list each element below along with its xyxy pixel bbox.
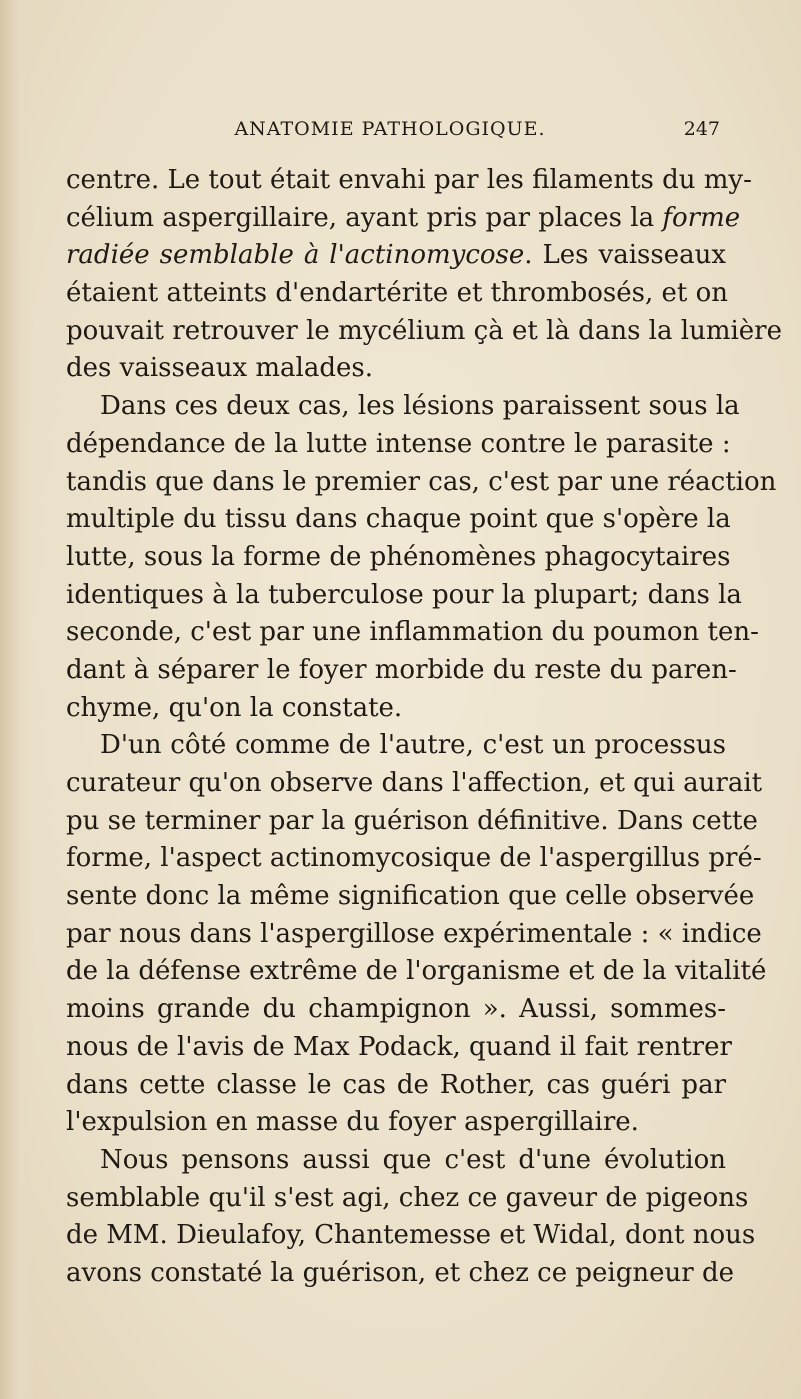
text-line — [66, 237, 726, 275]
body-text — [66, 162, 782, 1293]
text-segment: seconde, c'est par une inflammation du poumon ten- — [66, 617, 759, 648]
text-line — [66, 350, 726, 388]
text-line — [66, 614, 759, 652]
text-line — [66, 840, 762, 878]
binding-shadow — [0, 0, 34, 1399]
text-line — [66, 464, 777, 502]
text-segment: lutte, sous la forme de phénomènes phagocytaires — [66, 541, 731, 572]
text-line — [66, 388, 740, 426]
italic-segment: radiée semblable à l'actinomycose — [66, 240, 525, 271]
running-title: ANATOMIE PATHOLOGIQUE. — [234, 118, 546, 140]
text-segment: par nous dans l'aspergillose expérimentale : « indice — [66, 918, 762, 949]
text-line — [66, 991, 726, 1029]
page-number: 247 — [683, 118, 720, 140]
text-segment: célium aspergillaire, ayant pris par places la — [66, 202, 663, 233]
text-line — [66, 1217, 756, 1255]
text-line — [66, 690, 726, 728]
text-segment: D'un côté comme de l'autre, c'est un processus — [100, 730, 726, 761]
text-line — [66, 1180, 749, 1218]
text-segment: nous de l'avis de Max Podack, quand il fait rentrer — [66, 1031, 732, 1062]
text-segment: semblable qu'il s'est agi, chez ce gaveur de pigeons — [66, 1182, 749, 1213]
text-segment: moins grande du champignon ». Aussi, sommes- — [66, 994, 726, 1025]
text-segment: centre. Le tout était envahi par les filaments du my- — [66, 165, 752, 195]
text-line — [66, 1104, 726, 1142]
text-segment: . Les vaisseaux — [524, 240, 726, 271]
italic-segment: forme — [662, 202, 741, 233]
text-segment: dépendance de la lutte intense contre le parasite : — [66, 428, 731, 459]
text-segment: de MM. Dieulafoy, Chantemesse et Widal, dont nous — [66, 1220, 756, 1251]
text-line — [66, 1029, 732, 1067]
text-segment: curateur qu'on observe dans l'affection, et qui aurait — [66, 768, 763, 798]
text-segment: dant à séparer le foyer morbide du reste du paren- — [66, 654, 737, 685]
text-segment: dans cette classe le cas de Rother, cas guéri par — [66, 1069, 726, 1100]
text-segment: pouvait retrouver le mycélium çà et là dans la lumière — [66, 315, 782, 346]
text-segment: multiple du tissu dans chaque point que s'opère la — [66, 504, 731, 535]
text-line — [66, 652, 737, 690]
text-line — [66, 501, 731, 539]
text-line — [66, 727, 726, 765]
text-segment: Nous pensons aussi que c'est d'une évolution — [100, 1144, 726, 1175]
text-line — [66, 275, 726, 313]
text-line — [66, 803, 758, 841]
text-segment: chyme, qu'on la constate. — [66, 692, 403, 723]
text-segment: forme, l'aspect actinomycosique de l'aspergillus pré- — [66, 843, 762, 874]
text-line — [66, 1255, 734, 1293]
running-head — [60, 118, 720, 144]
text-line — [66, 916, 762, 954]
text-segment: Dans ces deux cas, les lésions paraissent sous la — [100, 391, 740, 422]
text-line — [66, 878, 755, 916]
text-segment: tandis que dans le premier cas, c'est par une réaction — [66, 466, 777, 497]
text-line — [66, 313, 782, 351]
text-segment: étaient atteints d'endartérite et thrombosés, et on — [66, 278, 728, 309]
text-segment: identiques à la tuberculose pour la plupart; dans la — [66, 579, 742, 610]
text-segment: de la défense extrême de l'organisme et de la vitalité — [66, 956, 767, 987]
text-segment: l'expulsion en masse du foyer aspergillaire. — [66, 1107, 639, 1138]
text-line — [66, 200, 741, 238]
text-segment: avons constaté la guérison, et chez ce peigneur de — [66, 1257, 734, 1288]
text-line — [66, 577, 742, 615]
text-line — [66, 1067, 726, 1105]
text-segment: des vaisseaux malades. — [66, 353, 373, 384]
text-line — [66, 953, 767, 991]
text-line — [66, 162, 752, 200]
text-line — [66, 539, 731, 577]
text-line — [66, 426, 731, 464]
text-line — [66, 765, 763, 803]
text-segment: pu se terminer par la guérison définitive. Dans cette — [66, 805, 758, 836]
text-segment: sente donc la même signification que celle observée — [66, 881, 755, 912]
text-line — [66, 1142, 726, 1180]
